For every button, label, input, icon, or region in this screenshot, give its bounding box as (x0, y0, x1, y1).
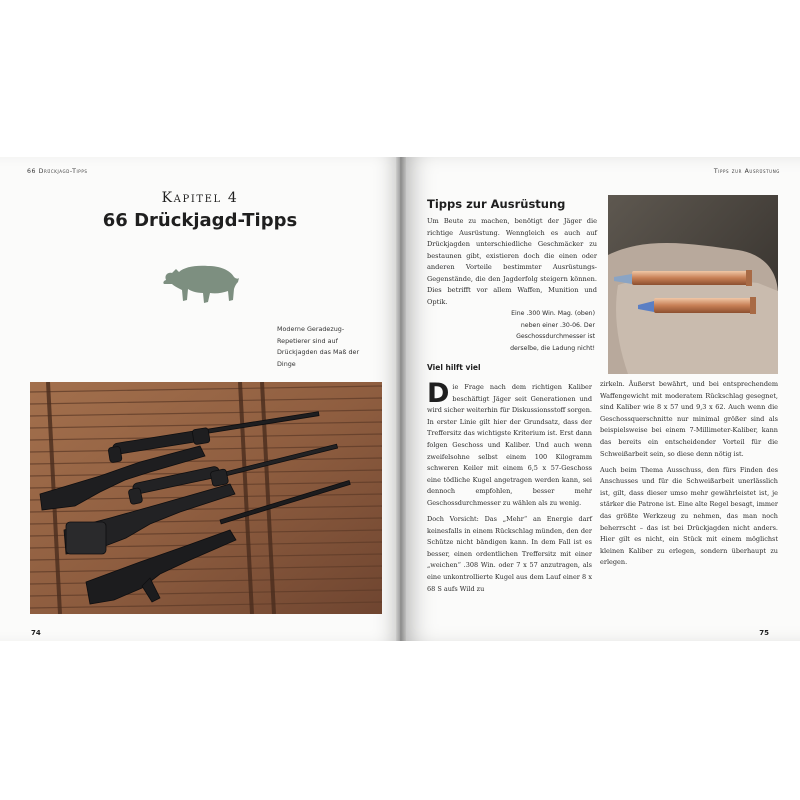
col1-paragraph-1-text: ie Frage nach dem richtigen Kaliber beschäftigt Jäger seit Generationen und wird sicher weiterhin für Diskussionsstoff sorgen. In erster Linie gilt hier der Grundsatz, dass der Treffersitz das wichtigste Kriterium ist. Erst dann folgen Geschoss und Kaliber. Und auch wenn zweifelsohne selbst einem 100 Kilogramm schweren Keiler mit einem 6,5 x 57-Geschoss eine tödliche Kugel angetragen werden kann, sei dennoch empfohlen, besser mehr Geschossdurchmesser zu wählen als zu wenig. (427, 383, 592, 507)
book-gutter (396, 157, 406, 641)
cartridges-photo (608, 195, 778, 374)
left-page-number: 74 (31, 629, 41, 637)
intro-paragraph: Um Beute zu machen, benötigt der Jäger die richtige Ausrüstung. Wenngleich es auch auf Drückjagden unterschiedliche Geschmäcker zu bestaunen gibt, existieren doch die einen oder anderen Vorteile bestimmter Ausrüstungs-Gegenstände, die den Jagderfolg steigern können. Dies betrifft vor allem Waffen, Munition und Optik. (427, 217, 597, 306)
drop-cap: D (427, 378, 450, 409)
rifles-photo-caption: Moderne Geradezug-Repetierer sind auf Drückjagden das Maß der Dinge (277, 325, 360, 368)
chapter-title: 66 Drückjagd-Tipps (102, 210, 298, 231)
boar-silhouette-icon (160, 260, 240, 306)
col2-paragraph-2: Auch beim Thema Ausschuss, den fürs Finden des Anschusses und für die Schweißarbeit unerlässlich ist, gilt, dass dieser umso mehr gewährleistet ist, je stärker die Patrone ist. Eine alte Regel besagt, immer das größte Werkzeug zu nehmen, das man noch beherrscht – das ist bei Drückjagden nicht anders. Hier gilt es nicht, ein Stück mit einem möglichst kleinen Kaliber zu erlegen, sondern überhaupt zu erlegen. (600, 465, 778, 567)
text-column-2 (600, 379, 778, 574)
section-title: Tipps zur Ausrüstung (427, 197, 566, 211)
right-running-head: Tipps zur Ausrüstung (713, 168, 780, 175)
bullets-photo-caption: Eine .300 Win. Mag. (oben) neben einer .30-06. Der Geschossdurchmesser ist derselbe, die Ladung nicht! (510, 310, 595, 353)
col2-paragraph-1: zirkeln. Äußerst bewährt, und bei entsprechendem Waffengewicht mit moderatem Rückschlag gesegnet, sind Kaliber wie 8 x 57 und 9,3 x 62. Auch wenn die Geschossquerschnitte nur minimal größer sind als beispielsweise bei einem 7-Millimeter-Kaliber, kann das bereits ein entscheidender Vorteil für die Schweißarbeit sein, so diese denn nötig ist. (600, 380, 778, 458)
left-running-head: 66 Drückjagd-Tipps (27, 168, 88, 175)
chapter-label: Kapitel 4 (161, 190, 239, 206)
text-column-1 (427, 378, 592, 600)
left-page (0, 157, 400, 641)
right-page-number: 75 (759, 629, 769, 637)
col1-paragraph-2: Doch Vorsicht: Das „Mehr“ an Energie darf keinesfalls in einem Rückschlag münden, den der Schütze nicht bändigen kann. In dem Fall ist es besser, einen ordentlichen Treffersitz mit einer „weichen“ .308 Win. oder 7 x 57 anzutragen, als eine unkontrollierte Kugel aus dem Lauf einer 8 x 68 S aufs Wild zu (427, 515, 592, 593)
right-page (400, 157, 800, 641)
subheading: Viel hilft viel (427, 363, 481, 372)
rifles-photo (30, 382, 382, 614)
col1-paragraph-1 (427, 378, 592, 510)
